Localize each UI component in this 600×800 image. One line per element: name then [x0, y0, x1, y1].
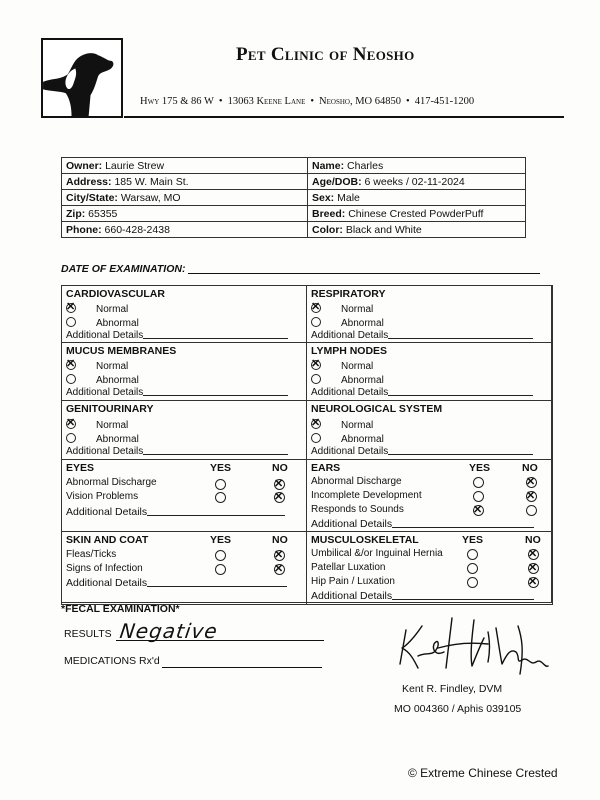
option-abnormal[interactable] — [311, 317, 384, 329]
breed-cell — [308, 206, 526, 222]
clinic-logo — [41, 38, 123, 118]
additional-details — [66, 577, 287, 589]
additional-details — [311, 590, 534, 602]
mucus-membranes-section — [61, 342, 307, 401]
radio-empty-icon[interactable] — [66, 374, 76, 384]
zip-value: 65355 — [88, 207, 118, 220]
separator-dot: • — [310, 96, 315, 107]
field-label: Sex: — [312, 191, 335, 204]
ears-sounds-row — [311, 504, 404, 515]
radio-empty-icon[interactable] — [473, 477, 484, 488]
breed-value: Chinese Crested PowderPuff — [348, 207, 484, 220]
field-label: Breed: — [312, 207, 346, 220]
address-value: 185 W. Main St. — [114, 175, 189, 188]
musculo-patellar-row — [311, 562, 386, 573]
radio-checked-icon[interactable] — [528, 577, 539, 588]
option-label: Normal — [96, 361, 129, 372]
city-cell — [62, 190, 308, 206]
table-row — [62, 158, 526, 174]
radio-checked-icon[interactable] — [311, 303, 321, 313]
additional-details — [311, 446, 533, 457]
additional-details-field[interactable] — [147, 515, 285, 516]
field-label: Zip: — [66, 207, 86, 220]
section-title: RESPIRATORY — [311, 288, 386, 300]
ears-development-row — [311, 490, 422, 501]
additional-details-label: Additional Details — [66, 387, 144, 398]
field-label: City/State: — [66, 191, 118, 204]
address-highway: Hwy 175 & 86 W — [140, 96, 214, 107]
no-header: NO — [272, 534, 288, 546]
additional-details-field[interactable] — [143, 338, 288, 339]
age-cell — [308, 174, 526, 190]
section-title: GENITOURINARY — [66, 403, 154, 415]
radio-checked-icon[interactable] — [526, 491, 537, 502]
additional-details — [66, 506, 285, 518]
field-label: Owner: — [66, 159, 103, 172]
section-title: MUSCULOSKELETAL — [311, 534, 419, 546]
clinic-address — [140, 96, 474, 107]
radio-empty-icon[interactable] — [311, 374, 321, 384]
radio-checked-icon[interactable] — [526, 477, 537, 488]
skin-infection-row — [66, 563, 143, 574]
genitourinary-section — [61, 400, 307, 460]
patient-info-table — [61, 157, 526, 238]
skin-coat-section — [61, 531, 307, 605]
respiratory-section — [306, 285, 553, 343]
row-label: Patellar Luxation — [311, 562, 386, 573]
medications-field[interactable] — [162, 667, 322, 668]
radio-empty-icon[interactable] — [467, 563, 478, 574]
row-label: Vision Problems — [66, 491, 139, 502]
option-label: Normal — [341, 361, 374, 372]
option-label: Abnormal — [96, 434, 139, 445]
radio-checked-icon[interactable] — [473, 505, 484, 516]
additional-details-field[interactable] — [143, 395, 288, 396]
additional-details — [311, 518, 534, 530]
pet-name-cell — [308, 158, 526, 174]
results-label: RESULTS — [64, 628, 112, 640]
option-label: Normal — [341, 420, 374, 431]
option-label: Normal — [341, 304, 374, 315]
medications-label: MEDICATIONS Rx'd — [64, 655, 160, 667]
eyes-section — [61, 459, 307, 532]
row-label: Signs of Infection — [66, 563, 143, 574]
radio-checked-icon[interactable] — [66, 303, 76, 313]
radio-empty-icon[interactable] — [66, 433, 76, 443]
clinic-name: Pet Clinic of Neosho — [236, 44, 415, 65]
option-normal[interactable] — [66, 419, 128, 431]
additional-details-field[interactable] — [147, 586, 287, 587]
results-value[interactable]: Negative — [118, 619, 220, 643]
field-label: Phone: — [66, 223, 102, 236]
city-value: Warsaw, MO — [120, 191, 181, 204]
radio-empty-icon[interactable] — [215, 550, 226, 561]
table-row — [62, 222, 526, 238]
additional-details — [66, 330, 288, 341]
row-label: Responds to Sounds — [311, 504, 404, 515]
radio-empty-icon[interactable] — [66, 317, 76, 327]
additional-details-label: Additional Details — [311, 590, 393, 602]
signer-name: Kent R. Findley, DVM — [402, 683, 503, 695]
field-label: Color: — [312, 223, 343, 236]
additional-details-field[interactable] — [392, 599, 534, 600]
address-city: Neosho, MO 64850 — [319, 96, 401, 107]
zip-cell — [62, 206, 308, 222]
row-label: Hip Pain / Luxation — [311, 576, 395, 587]
section-title: LYMPH NODES — [311, 345, 388, 357]
option-label: Abnormal — [341, 434, 384, 445]
sex-value: Male — [337, 191, 360, 204]
table-row — [62, 206, 526, 222]
eyes-discharge-row — [66, 477, 157, 488]
option-normal[interactable] — [311, 360, 373, 372]
radio-empty-icon[interactable] — [215, 564, 226, 575]
field-label: Name: — [312, 159, 345, 172]
option-label: Abnormal — [96, 375, 139, 386]
additional-details-field[interactable] — [388, 395, 533, 396]
cardiovascular-section — [61, 285, 307, 343]
section-title: EYES — [66, 462, 95, 474]
exam-grid — [61, 285, 552, 603]
address-phone: 417-451-1200 — [414, 96, 475, 107]
dog-silhouette-icon — [43, 40, 121, 116]
row-label: Abnormal Discharge — [311, 476, 402, 487]
row-label: Umbilical &/or Inguinal Hernia — [311, 548, 443, 559]
additional-details-label: Additional Details — [66, 506, 148, 518]
neurological-section — [306, 400, 553, 460]
option-normal[interactable] — [66, 360, 128, 372]
copyright-credit: © Extreme Chinese Crested — [408, 766, 558, 780]
field-label: Address: — [66, 175, 112, 188]
section-title: SKIN AND COAT — [66, 534, 149, 546]
yes-header: YES — [462, 534, 484, 546]
additional-details-label: Additional Details — [311, 387, 389, 398]
additional-details-label: Additional Details — [311, 518, 393, 530]
section-title: NEUROLOGICAL SYSTEM — [311, 403, 443, 415]
field-label: Age/DOB: — [312, 175, 362, 188]
musculo-hip-row — [311, 576, 395, 587]
option-normal[interactable] — [311, 303, 373, 315]
separator-dot: • — [218, 96, 223, 107]
eyes-vision-row — [66, 491, 138, 502]
additional-details-field[interactable] — [392, 527, 534, 528]
additional-details-label: Additional Details — [66, 577, 148, 589]
fecal-examination-title: *FECAL EXAMINATION* — [61, 603, 180, 615]
additional-details-label: Additional Details — [311, 446, 389, 457]
option-abnormal[interactable] — [311, 374, 384, 386]
phone-cell — [62, 222, 308, 238]
section-title: MUCUS MEMBRANES — [66, 345, 177, 357]
radio-checked-icon[interactable] — [66, 360, 76, 370]
radio-empty-icon[interactable] — [311, 317, 321, 327]
option-label: Abnormal — [341, 318, 384, 329]
yes-header: YES — [210, 534, 232, 546]
radio-checked-icon[interactable] — [274, 492, 285, 503]
section-title: CARDIOVASCULAR — [66, 288, 165, 300]
additional-details-label: Additional Details — [66, 446, 144, 457]
additional-details-field[interactable] — [388, 454, 533, 455]
radio-empty-icon[interactable] — [473, 491, 484, 502]
additional-details-label: Additional Details — [311, 330, 389, 341]
option-label: Abnormal — [96, 318, 139, 329]
radio-empty-icon[interactable] — [311, 433, 321, 443]
yes-header: YES — [469, 462, 491, 474]
radio-empty-icon[interactable] — [467, 549, 478, 560]
radio-checked-icon[interactable] — [528, 549, 539, 560]
option-label: Abnormal — [341, 375, 384, 386]
radio-empty-icon[interactable] — [215, 492, 226, 503]
option-abnormal[interactable] — [66, 374, 139, 386]
section-title: EARS — [311, 462, 341, 474]
option-abnormal[interactable] — [66, 433, 139, 445]
phone-value: 660-428-2438 — [104, 223, 170, 236]
radio-empty-icon[interactable] — [215, 479, 226, 490]
radio-checked-icon[interactable] — [528, 563, 539, 574]
no-header: NO — [522, 462, 538, 474]
option-normal[interactable] — [66, 303, 128, 315]
address-cell — [62, 174, 308, 190]
additional-details — [66, 446, 288, 457]
ears-discharge-row — [311, 476, 402, 487]
additional-details — [311, 387, 533, 398]
radio-empty-icon[interactable] — [526, 505, 537, 516]
option-label: Normal — [96, 420, 129, 431]
option-abnormal[interactable] — [311, 433, 384, 445]
radio-checked-icon[interactable] — [274, 479, 285, 490]
owner-value: Laurie Strew — [105, 159, 165, 172]
age-value: 6 weeks / 02-11-2024 — [364, 175, 465, 188]
yes-header: YES — [210, 462, 232, 474]
results-field-line — [116, 640, 324, 641]
radio-checked-icon[interactable] — [274, 550, 285, 561]
header-rule — [124, 116, 564, 118]
lymph-nodes-section — [306, 342, 553, 401]
additional-details-label: Additional Details — [66, 330, 144, 341]
color-value: Black and White — [345, 223, 422, 236]
radio-checked-icon[interactable] — [311, 360, 321, 370]
radio-checked-icon[interactable] — [311, 419, 321, 429]
table-row — [62, 174, 526, 190]
ears-section — [306, 459, 553, 532]
skin-fleas-row — [66, 549, 116, 560]
option-label: Normal — [96, 304, 129, 315]
date-of-examination-label: DATE OF EXAMINATION: — [61, 263, 186, 275]
table-row — [62, 190, 526, 206]
no-header: NO — [272, 462, 288, 474]
no-header: NO — [525, 534, 541, 546]
radio-checked-icon[interactable] — [66, 419, 76, 429]
row-label: Fleas/Ticks — [66, 549, 117, 560]
row-label: Abnormal Discharge — [66, 477, 157, 488]
radio-empty-icon[interactable] — [467, 577, 478, 588]
signature-image — [392, 608, 552, 686]
address-street: 13063 Keene Lane — [227, 96, 306, 107]
musculo-hernia-row — [311, 548, 443, 559]
license-number: MO 004360 / Aphis 039105 — [394, 703, 522, 715]
option-abnormal[interactable] — [66, 317, 139, 329]
date-of-examination-field[interactable] — [188, 273, 540, 274]
musculoskeletal-section — [306, 531, 553, 605]
separator-dot: • — [406, 96, 410, 107]
additional-details — [66, 387, 288, 398]
color-cell — [308, 222, 526, 238]
pet-name-value: Charles — [347, 159, 384, 172]
sex-cell — [308, 190, 526, 206]
owner-cell — [62, 158, 308, 174]
radio-checked-icon[interactable] — [274, 564, 285, 575]
additional-details — [311, 330, 533, 341]
row-label: Incomplete Development — [311, 490, 422, 501]
option-normal[interactable] — [311, 419, 373, 431]
additional-details-field[interactable] — [388, 338, 533, 339]
additional-details-field[interactable] — [143, 454, 288, 455]
